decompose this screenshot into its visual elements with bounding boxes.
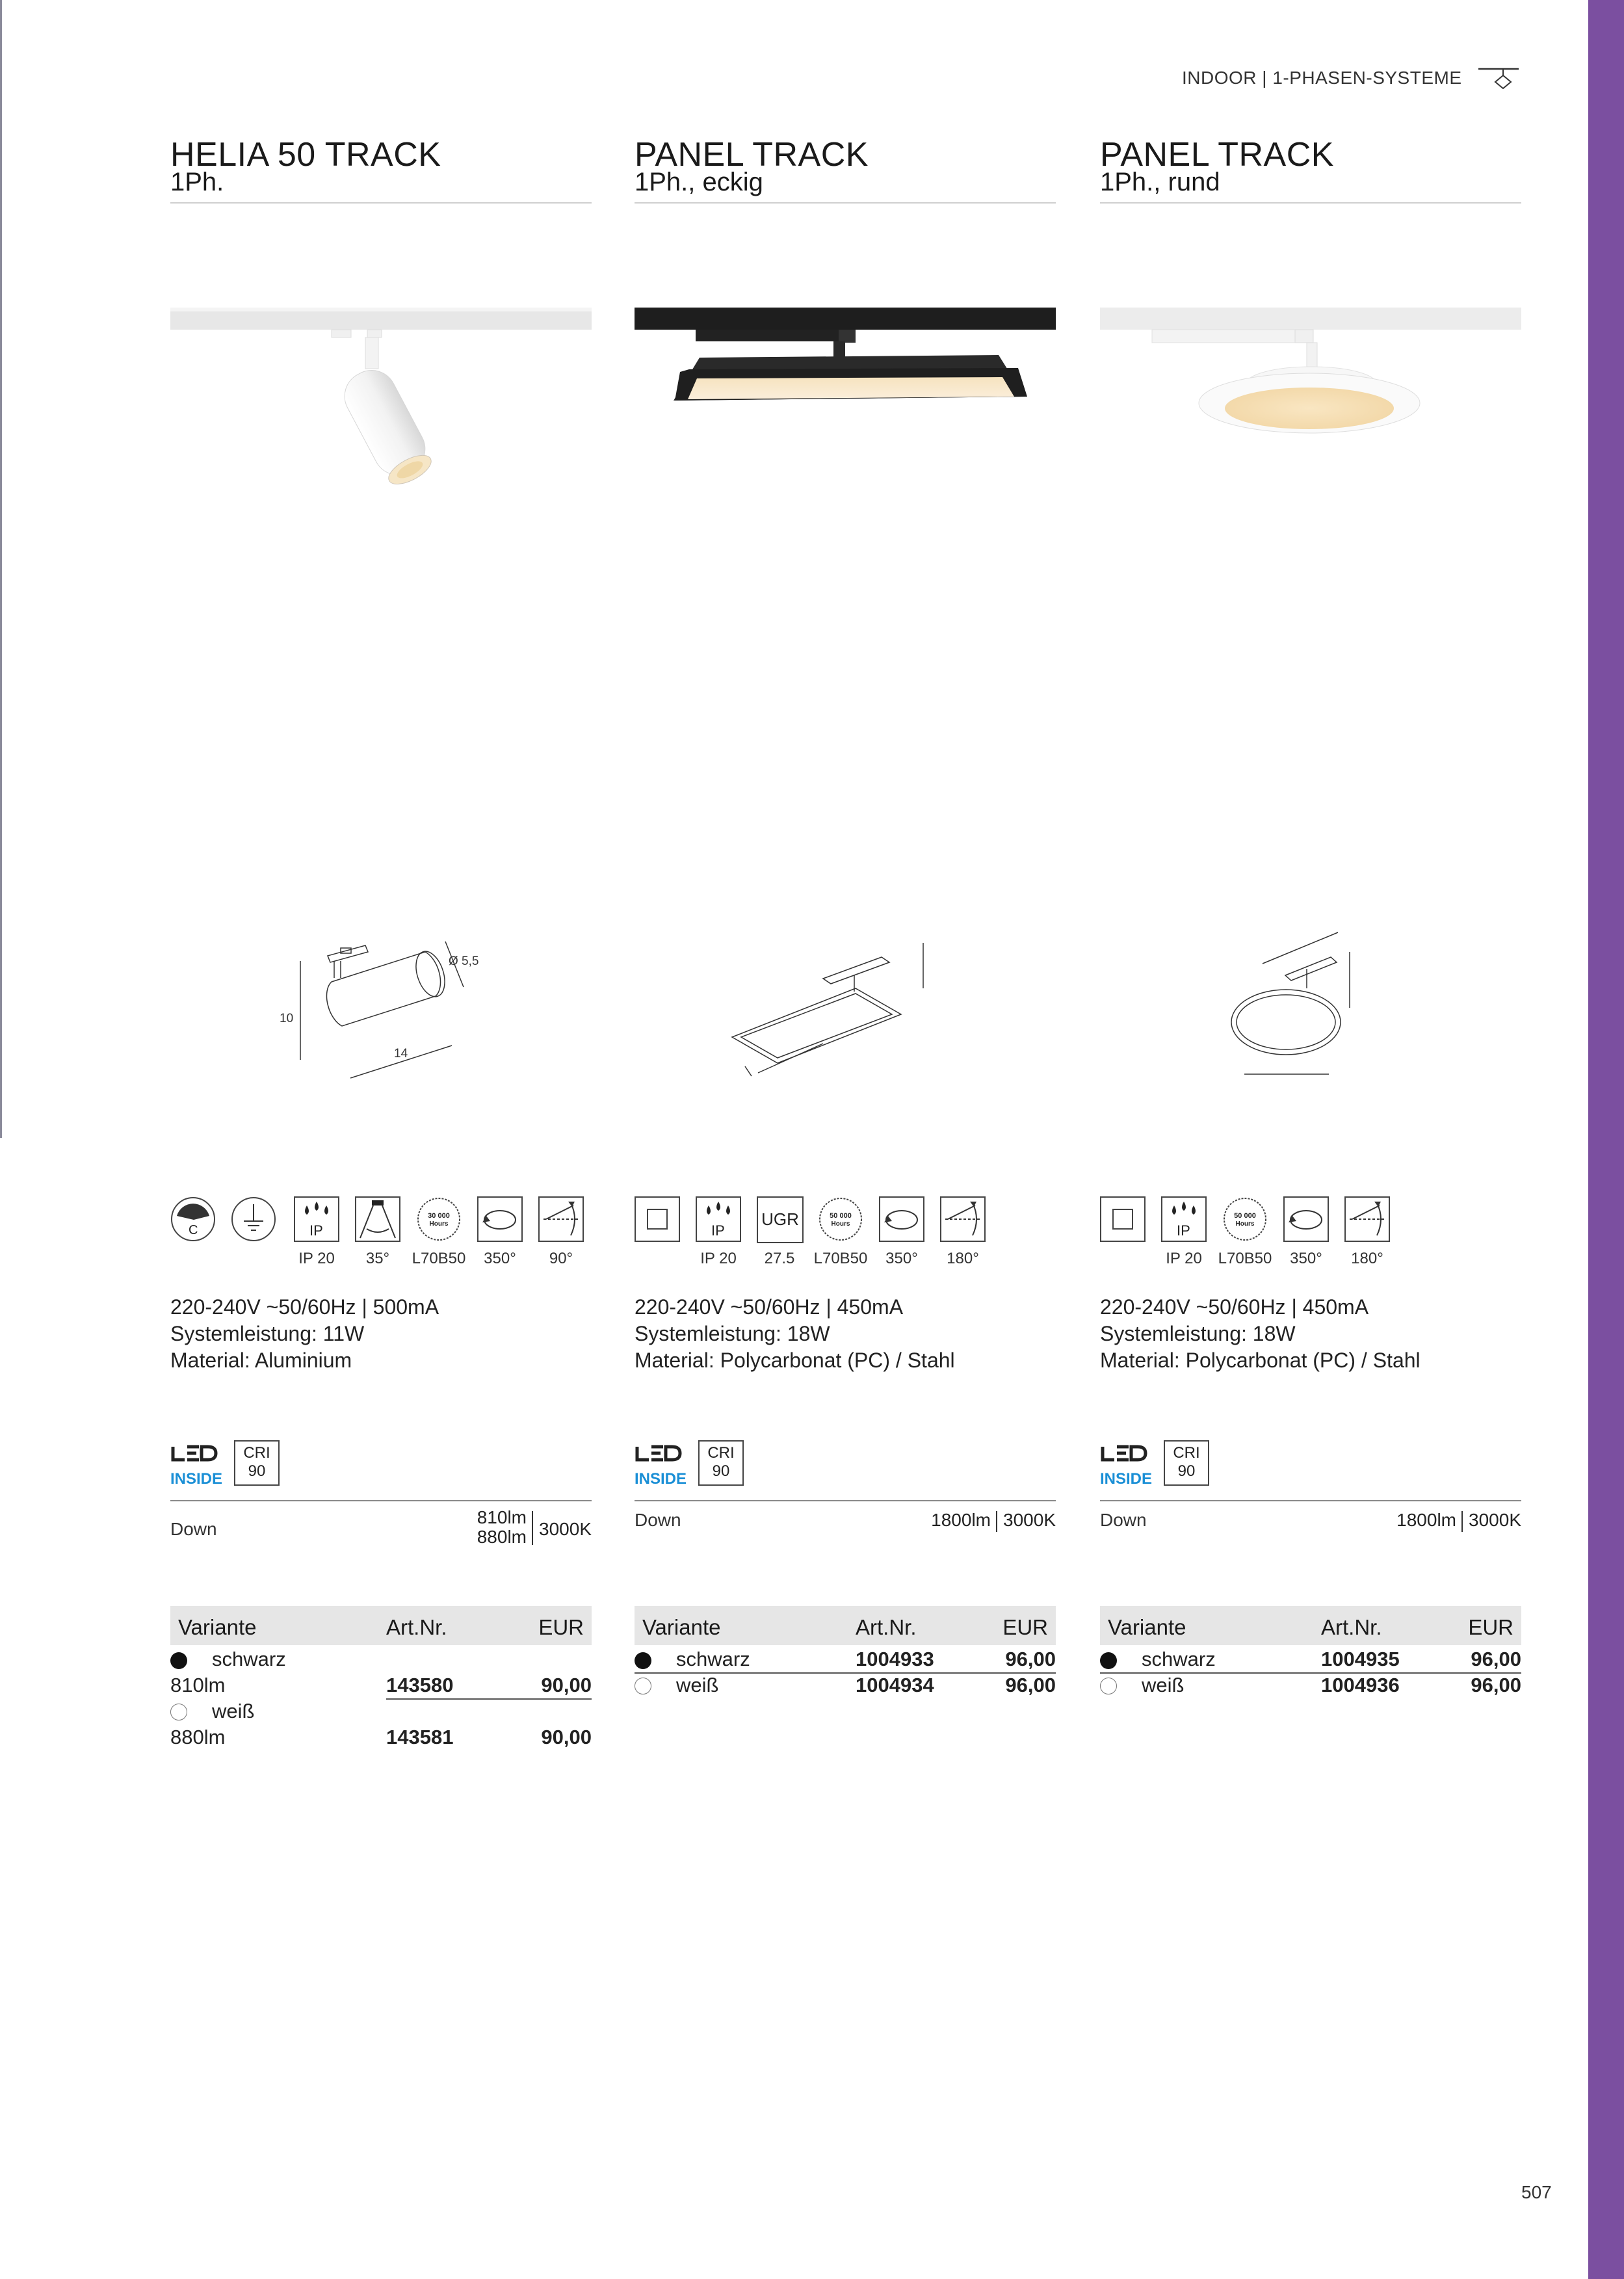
flux-values xyxy=(456,1507,592,1550)
svg-text:IP: IP xyxy=(1177,1222,1190,1239)
svg-text:50 000: 50 000 xyxy=(830,1212,852,1220)
beam-angle-icon xyxy=(355,1196,400,1242)
col-eur: EUR xyxy=(1002,1615,1048,1639)
flux-direction: Down xyxy=(635,1510,681,1530)
flux-lumen-1: 810lm xyxy=(477,1507,527,1527)
col-eur: EUR xyxy=(1468,1615,1513,1639)
rotation-icon xyxy=(1283,1196,1329,1242)
flux-values xyxy=(1360,1510,1521,1533)
flux-divider xyxy=(170,1500,592,1501)
spec-power: Systemleistung: 18W xyxy=(1100,1322,1296,1345)
icon-label-rotation: 350° xyxy=(484,1250,516,1267)
variant-price: 90,00 xyxy=(541,1674,592,1696)
row-divider xyxy=(386,1698,592,1700)
icon-label-lifetime: L70B50 xyxy=(1218,1250,1272,1267)
spec-electrical: 220-240V ~50/60Hz | 450mA xyxy=(1100,1295,1369,1319)
variant-price: 96,00 xyxy=(1005,1674,1056,1696)
cri-value: 90 xyxy=(1177,1462,1196,1480)
variant-price: 96,00 xyxy=(1471,1648,1521,1670)
svg-text:Hours: Hours xyxy=(831,1220,850,1228)
product-photo xyxy=(1100,306,1521,501)
non-dimmable-icon xyxy=(635,1196,680,1242)
flux-kelvin: 3000K xyxy=(1003,1510,1056,1530)
icon-label-tilt: 90° xyxy=(549,1250,573,1267)
variant-color: schwarz xyxy=(212,1648,286,1670)
flux-lumen-1: 1800lm xyxy=(931,1510,991,1530)
cri-badge xyxy=(1164,1440,1209,1486)
svg-text:IP: IP xyxy=(711,1222,725,1239)
svg-text:50 000: 50 000 xyxy=(1234,1212,1256,1220)
svg-text:C: C xyxy=(189,1223,198,1237)
product-column-panel-rund xyxy=(1100,0,1523,2279)
flux-separator xyxy=(1461,1511,1463,1532)
led-inside-label: INSIDE xyxy=(635,1470,687,1488)
led-inside-badge xyxy=(170,1440,300,1487)
spec-material: Material: Polycarbonat (PC) / Stahl xyxy=(1100,1349,1421,1372)
icon-label-beam: 35° xyxy=(365,1250,390,1267)
variant-artnr: 1004936 xyxy=(1321,1674,1400,1696)
icon-label-ip: IP 20 xyxy=(1166,1250,1202,1267)
cri-value: 90 xyxy=(712,1462,730,1480)
product-title: PANEL TRACK xyxy=(1100,136,1334,174)
spec-material: Material: Aluminium xyxy=(170,1349,352,1372)
product-subtitle: 1Ph., eckig xyxy=(635,168,763,196)
variant-artnr: 1004933 xyxy=(856,1648,934,1670)
product-subtitle: 1Ph., rund xyxy=(1100,168,1220,196)
led-inside-label: INSIDE xyxy=(170,1470,223,1488)
lifetime-hours-icon xyxy=(818,1196,863,1242)
ip-rating-icon xyxy=(1161,1196,1207,1242)
title-divider xyxy=(635,202,1056,204)
dim-height: 10 xyxy=(280,1012,294,1025)
svg-text:Hours: Hours xyxy=(429,1220,449,1228)
lifetime-hours-icon xyxy=(1222,1196,1268,1242)
color-swatch-black xyxy=(1100,1652,1117,1669)
cri-label: CRI xyxy=(1173,1444,1200,1462)
variant-lumen: 880lm xyxy=(170,1726,226,1748)
flux-separator xyxy=(532,1511,533,1545)
lifetime-hours-icon xyxy=(416,1196,462,1242)
color-swatch-black xyxy=(635,1652,651,1669)
col-eur: EUR xyxy=(538,1615,584,1639)
dim-diameter: Ø 5,5 xyxy=(449,955,479,968)
variant-color: weiß xyxy=(212,1700,255,1722)
flux-divider xyxy=(635,1500,1056,1501)
flux-direction: Down xyxy=(170,1519,217,1539)
cri-badge xyxy=(698,1440,744,1486)
variant-color: weiß xyxy=(676,1674,719,1696)
col-variante: Variante xyxy=(1108,1615,1186,1639)
dimension-drawing xyxy=(635,910,1056,1105)
svg-text:Hours: Hours xyxy=(1235,1220,1255,1228)
icon-label-tilt: 180° xyxy=(947,1250,979,1267)
cri-label: CRI xyxy=(707,1444,735,1462)
col-artnr: Art.Nr. xyxy=(386,1615,447,1639)
title-divider xyxy=(1100,202,1521,204)
ugr-text: UGR xyxy=(761,1209,799,1229)
product-photo xyxy=(635,306,1056,501)
spec-block xyxy=(635,1294,955,1374)
page-number: 507 xyxy=(1521,2182,1552,2202)
spec-block xyxy=(170,1294,439,1374)
table-header xyxy=(1100,1606,1521,1645)
spec-block xyxy=(1100,1294,1421,1374)
feature-icons xyxy=(1100,1196,1521,1281)
chapter-color-bar xyxy=(1588,0,1624,2279)
cri-value: 90 xyxy=(248,1462,266,1480)
spec-electrical: 220-240V ~50/60Hz | 500mA xyxy=(170,1295,439,1319)
variant-color: schwarz xyxy=(1142,1648,1216,1670)
led-inside-badge xyxy=(635,1440,765,1487)
product-subtitle: 1Ph. xyxy=(170,168,224,196)
dim-length: 14 xyxy=(394,1047,408,1060)
tilt-icon xyxy=(940,1196,986,1242)
dimension-drawing xyxy=(170,910,592,1105)
table-header xyxy=(170,1606,592,1645)
tilt-icon xyxy=(1344,1196,1390,1242)
color-swatch-white xyxy=(635,1678,651,1694)
variant-lumen: 810lm xyxy=(170,1674,226,1696)
ip-rating-icon xyxy=(696,1196,741,1242)
color-swatch-white xyxy=(1100,1678,1117,1694)
feature-icons xyxy=(170,1196,592,1281)
icon-label-rotation: 350° xyxy=(885,1250,918,1267)
icon-label-ip: IP 20 xyxy=(700,1250,737,1267)
cri-badge xyxy=(234,1440,280,1486)
col-variante: Variante xyxy=(642,1615,721,1639)
variant-artnr: 1004935 xyxy=(1321,1648,1400,1670)
icon-label-lifetime: L70B50 xyxy=(813,1250,868,1267)
page-edge-strip xyxy=(0,0,2,1138)
flux-lumen-1: 1800lm xyxy=(1396,1510,1456,1530)
flux-kelvin: 3000K xyxy=(1469,1510,1521,1530)
flux-lumen-2: 880lm xyxy=(477,1527,527,1547)
flux-direction: Down xyxy=(1100,1510,1147,1530)
rotation-icon xyxy=(879,1196,924,1242)
icon-label-rotation: 350° xyxy=(1290,1250,1322,1267)
icon-label-tilt: 180° xyxy=(1351,1250,1383,1267)
color-swatch-black xyxy=(170,1652,187,1669)
col-artnr: Art.Nr. xyxy=(1321,1615,1382,1639)
variant-artnr: 1004934 xyxy=(856,1674,934,1696)
dimmable-icon xyxy=(170,1196,216,1242)
variant-color: schwarz xyxy=(676,1648,750,1670)
product-column-helia xyxy=(170,0,593,2279)
col-artnr: Art.Nr. xyxy=(856,1615,917,1639)
led-inside-label: INSIDE xyxy=(1100,1470,1153,1488)
flux-kelvin: 3000K xyxy=(539,1519,592,1539)
flux-values xyxy=(895,1510,1056,1533)
non-dimmable-icon xyxy=(1100,1196,1146,1242)
feature-icons xyxy=(635,1196,1056,1281)
icon-label-ip: IP 20 xyxy=(298,1250,335,1267)
variant-artnr: 143580 xyxy=(386,1674,454,1696)
chapter-heading: INDOOR | 1-PHASEN-SYSTEME xyxy=(1182,68,1462,88)
dimension-drawing xyxy=(1100,910,1521,1105)
product-column-panel-eckig xyxy=(635,0,1057,2279)
tilt-icon xyxy=(538,1196,584,1242)
led-inside-badge xyxy=(1100,1440,1230,1487)
table-header xyxy=(635,1606,1056,1645)
flux-separator xyxy=(996,1511,997,1532)
color-swatch-white xyxy=(170,1704,187,1720)
variant-color: weiß xyxy=(1142,1674,1185,1696)
svg-text:IP: IP xyxy=(309,1222,323,1239)
variant-artnr: 143581 xyxy=(386,1726,454,1748)
spec-power: Systemleistung: 11W xyxy=(170,1322,365,1345)
ugr-icon xyxy=(757,1196,804,1243)
variant-price: 96,00 xyxy=(1005,1648,1056,1670)
product-title: PANEL TRACK xyxy=(635,136,869,174)
earth-ground-icon xyxy=(231,1196,276,1242)
cri-label: CRI xyxy=(243,1444,270,1462)
rotation-icon xyxy=(477,1196,523,1242)
spec-electrical: 220-240V ~50/60Hz | 450mA xyxy=(635,1295,904,1319)
icon-label-lifetime: L70B50 xyxy=(412,1250,466,1267)
spec-material: Material: Polycarbonat (PC) / Stahl xyxy=(635,1349,955,1372)
svg-text:30 000: 30 000 xyxy=(428,1212,450,1220)
spec-power: Systemleistung: 18W xyxy=(635,1322,830,1345)
icon-label-ugr: 27.5 xyxy=(764,1250,795,1267)
title-divider xyxy=(170,202,592,204)
ip-rating-icon xyxy=(294,1196,339,1242)
variant-price: 96,00 xyxy=(1471,1674,1521,1696)
col-variante: Variante xyxy=(178,1615,257,1639)
variant-price: 90,00 xyxy=(541,1726,592,1748)
product-photo xyxy=(170,306,592,501)
flux-divider xyxy=(1100,1500,1521,1501)
product-title: HELIA 50 TRACK xyxy=(170,136,441,174)
